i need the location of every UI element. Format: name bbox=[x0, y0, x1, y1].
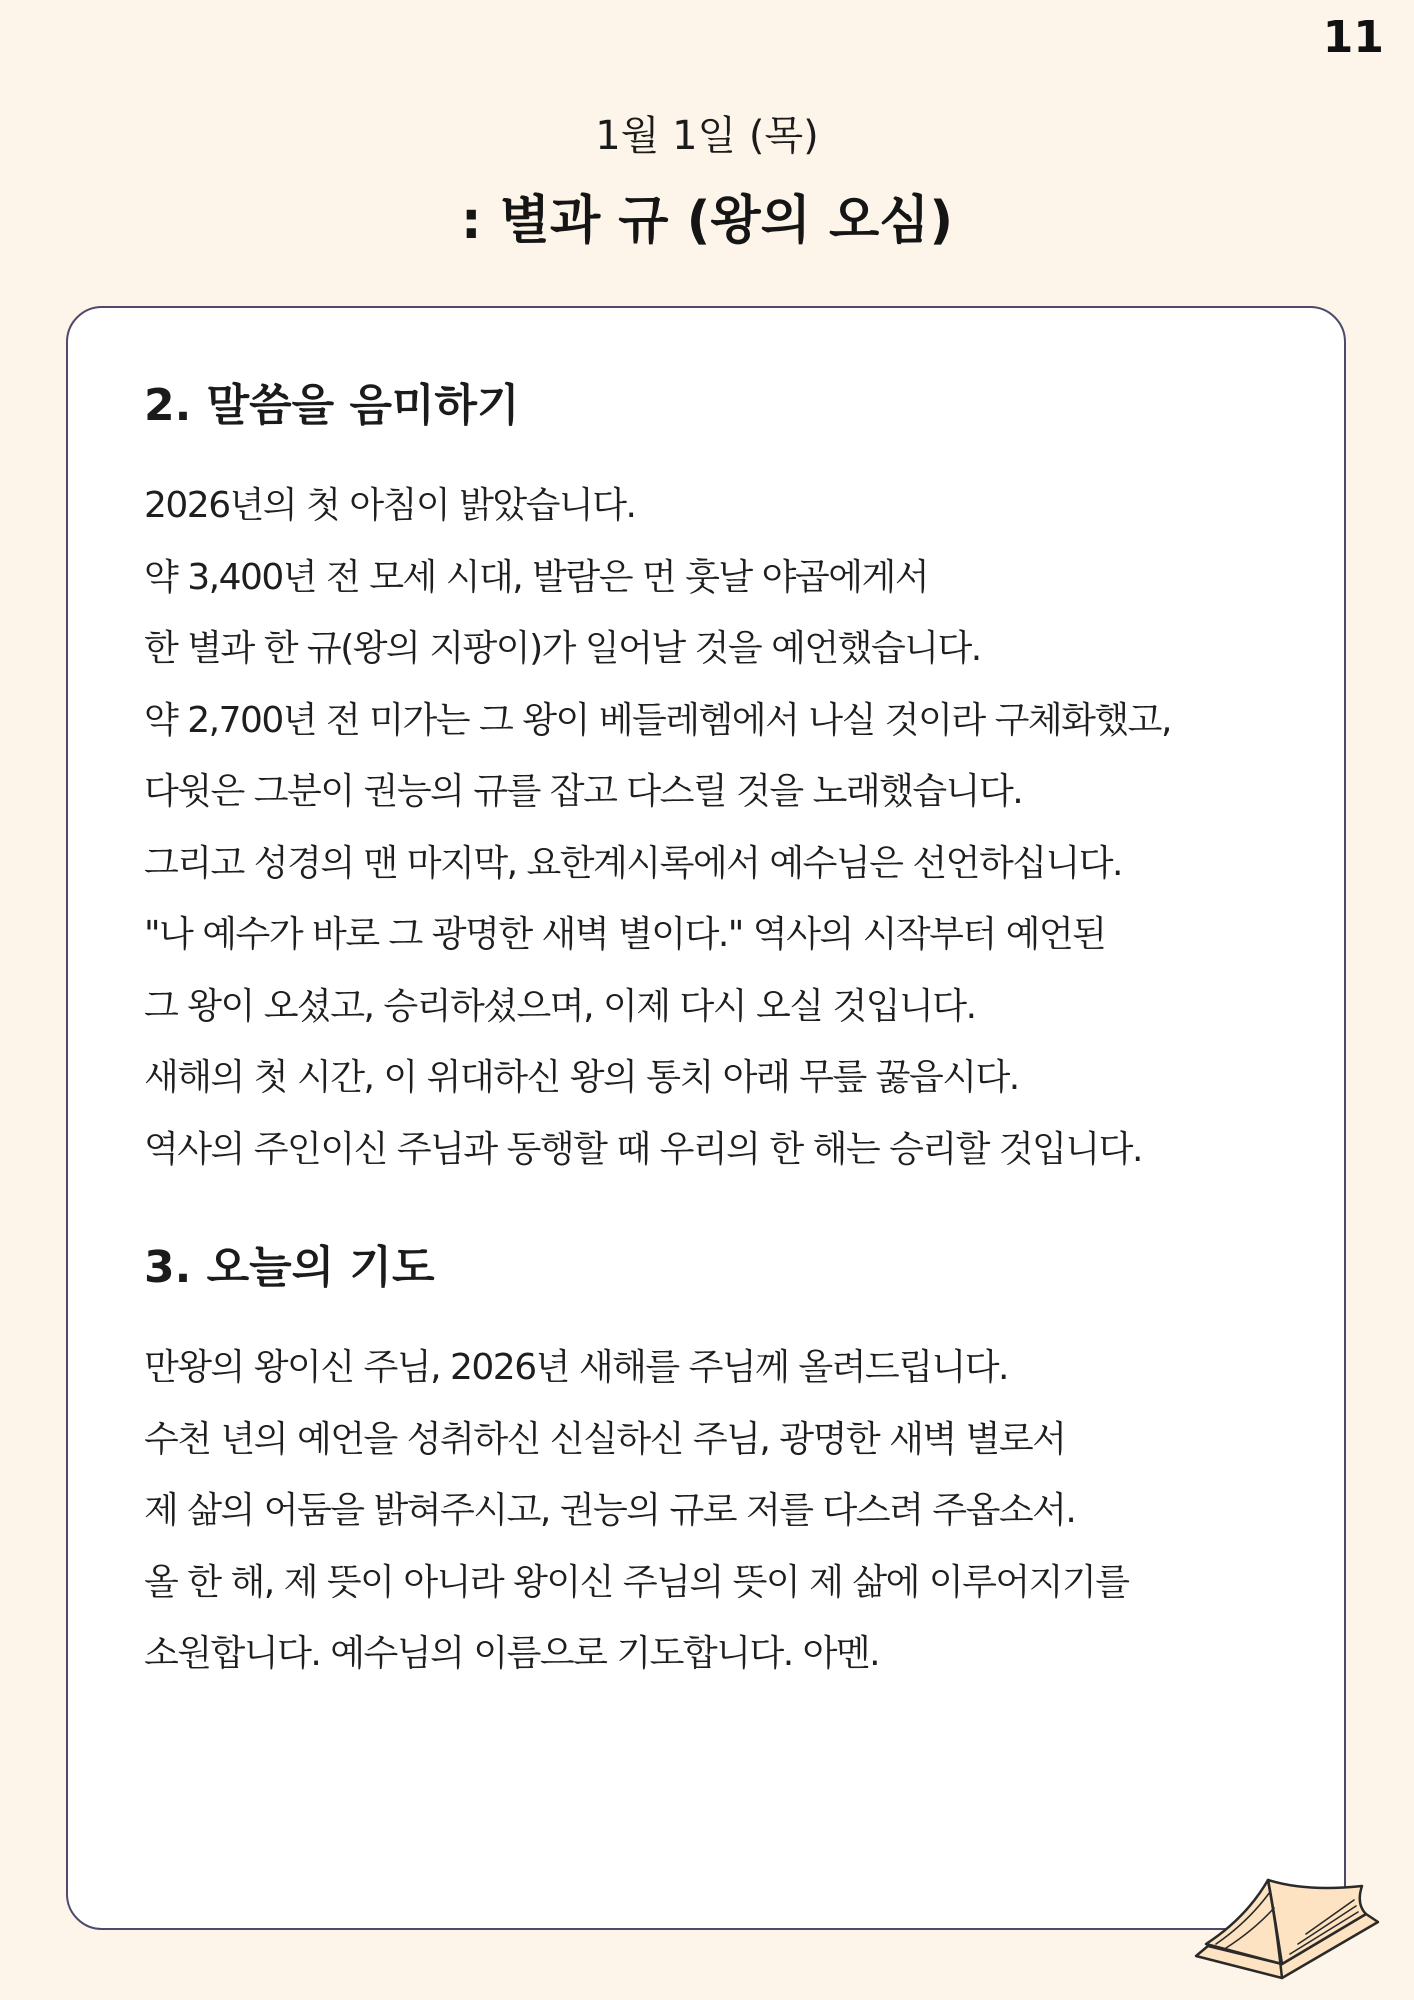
content-card bbox=[66, 306, 1346, 1930]
meditation-line: "나 예수가 바로 그 광명한 새벽 별이다." 역사의 시작부터 예언된 bbox=[144, 914, 1106, 955]
prayer-line: 만왕의 왕이신 주님, 2026년 새해를 주님께 올려드립니다. bbox=[144, 1347, 1008, 1388]
page-header bbox=[0, 108, 1414, 256]
meditation-line: 그 왕이 오셨고, 승리하셨으며, 이제 다시 오실 것입니다. bbox=[144, 985, 976, 1027]
meditation-line: 그리고 성경의 맨 마지막, 요한계시록에서 예수님은 선언하십니다. bbox=[144, 842, 1122, 884]
meditation-text bbox=[144, 470, 1171, 1185]
meditation-line: 약 3,400년 전 모세 시대, 발람은 먼 훗날 야곱에게서 bbox=[144, 556, 929, 598]
open-book-icon bbox=[1186, 1852, 1386, 1982]
prayer-heading: 3. 오늘의 기도 bbox=[144, 1242, 435, 1293]
prayer-line: 수천 년의 예언을 성취하신 신실하신 주님, 광명한 새벽 별로서 bbox=[144, 1418, 1066, 1460]
prayer-line: 올 한 해, 제 뜻이 아니라 왕이신 주님의 뜻이 제 삶에 이루어지기를 bbox=[144, 1561, 1129, 1603]
prayer-line: 소원합니다. 예수님의 이름으로 기도합니다. 아멘. bbox=[144, 1633, 880, 1674]
meditation-line: 한 별과 한 규(왕의 지팡이)가 일어날 것을 예언했습니다. bbox=[144, 628, 981, 669]
meditation-heading: 2. 말씀을 음미하기 bbox=[144, 380, 520, 431]
meditation-line: 2026년의 첫 아침이 밝았습니다. bbox=[144, 485, 636, 526]
prayer-text bbox=[144, 1332, 1129, 1690]
meditation-line: 약 2,700년 전 미가는 그 왕이 베들레헴에서 나실 것이라 구체화했고, bbox=[144, 699, 1171, 741]
open-book-icon-shapes bbox=[1196, 1880, 1378, 1978]
prayer-line: 제 삶의 어둠을 밝혀주시고, 권능의 규로 저를 다스려 주옵소서. bbox=[144, 1490, 1076, 1531]
meditation-line: 새해의 첫 시간, 이 위대하신 왕의 통치 아래 무릎 꿇읍시다. bbox=[144, 1057, 1019, 1098]
prayer-section bbox=[144, 1238, 1129, 1690]
meditation-line: 역사의 주인이신 주님과 동행할 때 우리의 한 해는 승리할 것입니다. bbox=[144, 1128, 1142, 1170]
page-title: : 별과 규 (왕의 오심) bbox=[460, 191, 954, 251]
meditation-section bbox=[144, 376, 1171, 1185]
page-number: 11 bbox=[1322, 12, 1384, 63]
devotion-date: 1월 1일 (목) bbox=[595, 113, 819, 159]
meditation-line: 다윗은 그분이 권능의 규를 잡고 다스릴 것을 노래했습니다. bbox=[144, 771, 1023, 812]
